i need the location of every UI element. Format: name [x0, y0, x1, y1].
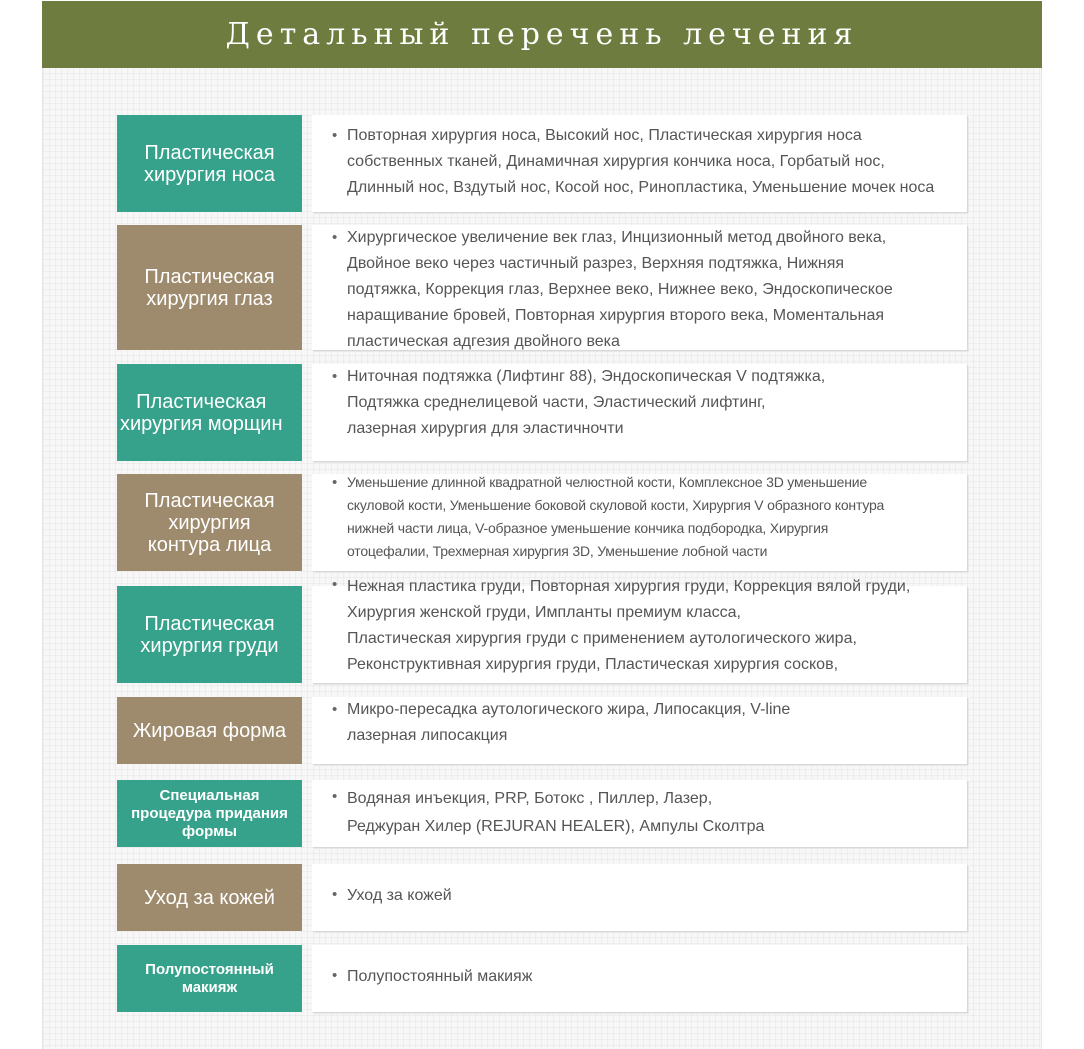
page-header	[42, 1, 1042, 68]
treatment-row-fat-form	[117, 697, 967, 764]
treatment-description	[312, 225, 967, 350]
treatment-items: Микро-пересадка аутологического жира, Липосакция, V-line лазерная липосакция	[347, 701, 791, 744]
treatment-items: Уход за кожей	[347, 887, 452, 904]
treatment-description	[312, 780, 967, 847]
treatment-description	[312, 945, 967, 1012]
treatment-description	[312, 364, 967, 461]
treatment-row-breast	[117, 576, 967, 683]
treatment-description	[312, 576, 967, 683]
treatment-items: Водяная инъекция, PRP, Ботокс , Пиллер, Лазер, Реджуран Хилер (REJURAN HEALER), Ампулы Сколтра	[347, 790, 765, 835]
category-label: Пластическая хирургия носа	[117, 115, 302, 212]
treatment-row-eyes	[117, 225, 967, 350]
treatment-items: Хирургическое увеличение век глаз, Инцизионный метод двойного века, Двойное веко через частичный разрез, Верхняя подтяжка, Нижняя подтяжка, Коррекция глаз, Верхнее веко, Нижнее веко, Эндоскопическое наращивание бровей, Повторная хирургия второго века, Моментальная пластическая адгезия двойного века	[347, 229, 893, 350]
page-title: Детальный перечень лечения	[225, 17, 859, 52]
treatment-row-special-procedure	[117, 780, 967, 847]
category-label-text: Пластическая хирургия морщин	[120, 390, 283, 435]
treatment-items: Повторная хирургия носа, Высокий нос, Пластическая хирургия носа собственных тканей, Динамичная хирургия кончика носа, Горбатый нос, Длинный нос, Вздутый нос, Косой нос, Ринопластика, Уменьшение мочек носа	[347, 127, 935, 196]
category-label: Пластическая хирургия глаз	[117, 225, 302, 350]
treatment-description	[312, 474, 967, 571]
treatment-description	[312, 115, 967, 212]
bullet-icon: •	[332, 886, 338, 903]
category-label: Уход за кожей	[117, 864, 302, 931]
category-label: Специальная процедура придания формы	[117, 780, 302, 847]
bullet-icon: •	[332, 701, 338, 718]
category-label: Полупостоянный макияж	[117, 945, 302, 1012]
category-label: Пластическая хирургия груди	[117, 586, 302, 683]
treatment-items: Уменьшение длинной квадратной челюстной кости, Комплексное 3D уменьшение скуловой кости, Уменьшение боковой скуловой кости, Хирургия V образного контура нижней части лица, V-образное уменьшение кончика подбородка, Хирургия отоцефалии, Трехмерная хирургия 3D, Уменьшение лобной части	[347, 474, 885, 559]
bullet-icon: •	[332, 127, 338, 144]
category-label: Жировая форма	[117, 697, 302, 764]
treatment-row-nose	[117, 115, 967, 212]
bullet-icon: •	[332, 788, 338, 805]
treatment-row-semi-permanent-makeup	[117, 945, 967, 1012]
category-label	[117, 364, 302, 461]
bullet-icon: •	[332, 967, 338, 984]
bullet-icon: •	[332, 368, 338, 385]
category-label: Пластическая хирургия контура лица	[117, 474, 302, 571]
treatment-items: Нежная пластика груди, Повторная хирургия груди, Коррекция вялой груди, Хирургия женской груди, Импланты премиум класса, Пластическая хирургия груди с применением аутологического жира, Реконструктивная хирургия груди, Пластическая хирургия сосков,	[347, 578, 911, 673]
treatment-row-face-contour	[117, 474, 967, 571]
bullet-icon: •	[332, 229, 338, 246]
treatment-description	[312, 697, 967, 764]
treatment-items: Полупостоянный макияж	[347, 968, 533, 985]
bullet-icon: •	[332, 576, 338, 593]
bullet-icon: •	[332, 474, 338, 491]
treatment-row-wrinkles	[117, 364, 967, 461]
treatment-items: Ниточная подтяжка (Лифтинг 88), Эндоскопическая V подтяжка, Подтяжка среднелицевой части, Эластический лифтинг, лазерная хирургия для эластичночти	[347, 368, 826, 437]
treatment-description	[312, 864, 967, 931]
treatment-row-skin-care	[117, 864, 967, 931]
